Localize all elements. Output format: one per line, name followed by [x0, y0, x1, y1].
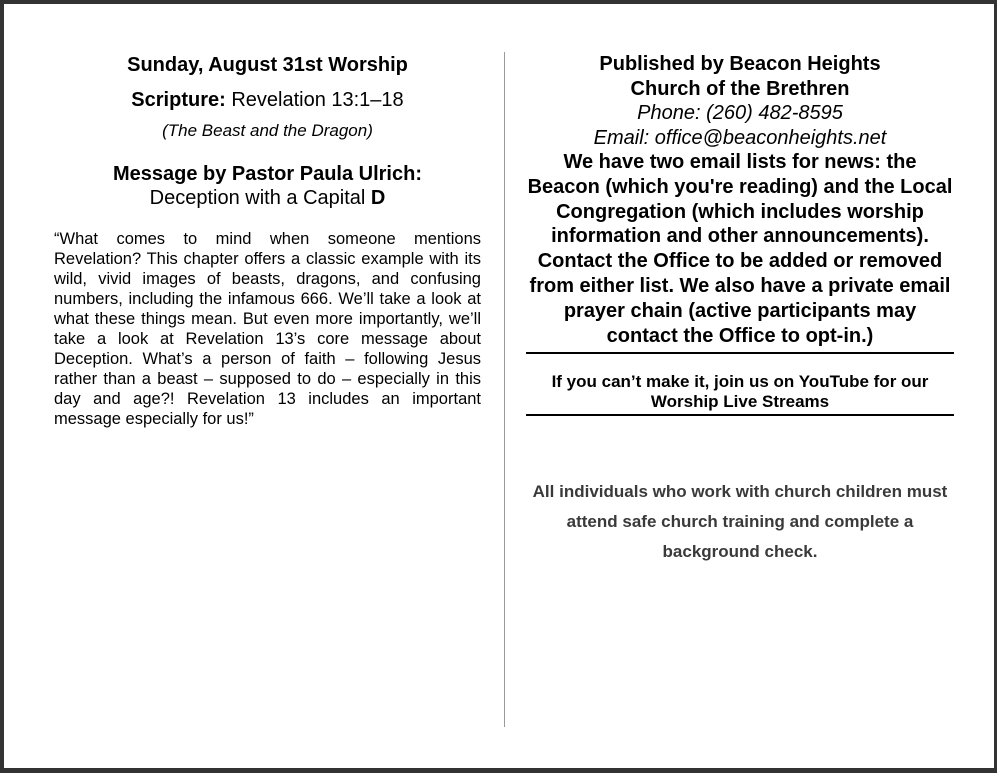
email-address: Email: office@beaconheights.net — [593, 126, 887, 149]
youtube-box — [526, 352, 954, 416]
scripture-label: Scripture: — [131, 89, 226, 111]
publisher-line-2: Church of the Brethren — [630, 77, 850, 100]
worship-title: Sunday, August 31st Worship — [127, 54, 408, 76]
worship-column — [54, 52, 481, 429]
publisher-line-1: Published by Beacon Heights — [599, 53, 881, 75]
phone-number: Phone: (260) 482-8595 — [637, 102, 843, 124]
scripture-reference: Revelation 13:1–18 — [225, 89, 404, 111]
message-description: “What comes to mind when someone mentions Revelation? This chapter offers a classic example with its wild, vivid images of beasts, dragons, and confusing numbers, including the infamous 666. We’ll take a look at what these things mean. But even more importantly, we’ll take a look at Revelation 13’s core message about Deception. What’s a person of faith – following Jesus rather than a beast – supposed to do – especially in this day and age?! Revelation 13 includes an important message especially for us!” — [54, 230, 481, 428]
message-title — [54, 186, 481, 210]
message-title-emphasis: D — [370, 187, 386, 209]
message-heading: Message by Pastor Paula Ulrich: — [112, 163, 422, 185]
scripture-line — [54, 87, 481, 113]
column-divider — [504, 52, 505, 727]
safe-church-note: All individuals who work with church children must attend safe church training and complete a background check. — [532, 482, 948, 562]
scripture-subtitle: (The Beast and the Dragon) — [162, 121, 373, 140]
email-lists-note: We have two email lists for news: the Beacon (which you're reading) and the Local Congregation (which includes worship information and other announcements). Contact the Office to be added or removed from either list. We also have a private email prayer chain (active participants may contact the Office to opt-in.) — [527, 151, 953, 347]
info-column — [526, 52, 954, 567]
youtube-note: If you can’t make it, join us on YouTube for our Worship Live Streams — [551, 372, 929, 412]
message-title-text: Deception with a Capital — [149, 187, 371, 209]
